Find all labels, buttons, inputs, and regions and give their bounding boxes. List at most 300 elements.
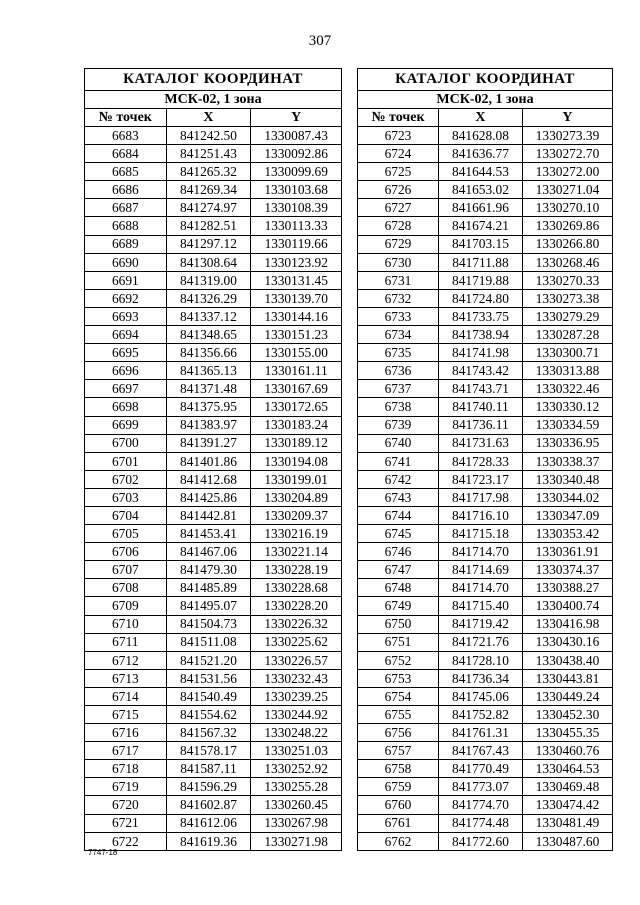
x-coordinate-cell: 841761.31 <box>438 724 522 742</box>
x-coordinate-cell: 841442.81 <box>166 506 251 524</box>
x-coordinate-cell: 841453.41 <box>166 525 251 543</box>
x-coordinate-cell: 841495.07 <box>166 597 251 615</box>
point-number-cell: 6698 <box>85 398 167 416</box>
point-number-cell: 6747 <box>358 561 439 579</box>
table-row <box>358 380 613 398</box>
table-row <box>358 434 613 452</box>
x-coordinate-cell: 841715.18 <box>438 525 522 543</box>
table-title: КАТАЛОГ КООРДИНАТ <box>85 69 342 91</box>
x-coordinate-cell: 841274.97 <box>166 199 251 217</box>
x-coordinate-cell: 841619.36 <box>166 832 251 850</box>
x-coordinate-cell: 841612.06 <box>166 814 251 832</box>
x-coordinate-cell: 841728.33 <box>438 452 522 470</box>
x-coordinate-cell: 841736.34 <box>438 669 522 687</box>
y-coordinate-cell: 1330455.35 <box>522 724 612 742</box>
point-number-cell: 6686 <box>85 181 167 199</box>
x-coordinate-cell: 841356.66 <box>166 344 251 362</box>
x-coordinate-cell: 841714.70 <box>438 579 522 597</box>
table-row <box>358 253 613 271</box>
point-number-cell: 6736 <box>358 362 439 380</box>
y-coordinate-cell: 1330474.42 <box>522 796 612 814</box>
table-row <box>85 633 342 651</box>
table-row <box>85 271 342 289</box>
point-number-cell: 6693 <box>85 307 167 325</box>
table-row <box>358 742 613 760</box>
point-number-cell: 6727 <box>358 199 439 217</box>
y-coordinate-cell: 1330252.92 <box>251 760 342 778</box>
table-row <box>358 470 613 488</box>
y-coordinate-cell: 1330221.14 <box>251 543 342 561</box>
y-coordinate-cell: 1330340.48 <box>522 470 612 488</box>
y-coordinate-cell: 1330452.30 <box>522 706 612 724</box>
x-coordinate-cell: 841412.68 <box>166 470 251 488</box>
table-row <box>85 398 342 416</box>
point-number-cell: 6703 <box>85 488 167 506</box>
point-number-cell: 6737 <box>358 380 439 398</box>
table-row <box>85 597 342 615</box>
y-coordinate-cell: 1330416.98 <box>522 615 612 633</box>
table-row <box>358 615 613 633</box>
y-coordinate-cell: 1330266.80 <box>522 235 612 253</box>
x-coordinate-cell: 841282.51 <box>166 217 251 235</box>
table-row <box>85 344 342 362</box>
table-row <box>358 127 613 145</box>
x-coordinate-cell: 841644.53 <box>438 163 522 181</box>
table-row <box>358 687 613 705</box>
x-coordinate-cell: 841375.95 <box>166 398 251 416</box>
y-coordinate-cell: 1330103.68 <box>251 181 342 199</box>
point-number-cell: 6695 <box>85 344 167 362</box>
y-coordinate-cell: 1330469.48 <box>522 778 612 796</box>
point-number-cell: 6707 <box>85 561 167 579</box>
x-coordinate-cell: 841772.60 <box>438 832 522 850</box>
table-row <box>358 814 613 832</box>
table-row <box>85 253 342 271</box>
table-row <box>358 543 613 561</box>
point-number-cell: 6700 <box>85 434 167 452</box>
point-number-cell: 6734 <box>358 326 439 344</box>
point-number-cell: 6760 <box>358 796 439 814</box>
table-row <box>358 199 613 217</box>
point-number-cell: 6721 <box>85 814 167 832</box>
y-coordinate-cell: 1330228.19 <box>251 561 342 579</box>
table-row <box>358 271 613 289</box>
point-number-cell: 6692 <box>85 289 167 307</box>
x-coordinate-cell: 841265.32 <box>166 163 251 181</box>
y-coordinate-cell: 1330271.98 <box>251 832 342 850</box>
x-coordinate-cell: 841596.29 <box>166 778 251 796</box>
x-coordinate-cell: 841365.13 <box>166 362 251 380</box>
x-coordinate-cell: 841348.65 <box>166 326 251 344</box>
point-number-cell: 6729 <box>358 235 439 253</box>
table-row <box>85 235 342 253</box>
point-number-cell: 6741 <box>358 452 439 470</box>
x-coordinate-cell: 841467.06 <box>166 543 251 561</box>
y-coordinate-cell: 1330199.01 <box>251 470 342 488</box>
y-coordinate-cell: 1330287.28 <box>522 326 612 344</box>
table-row <box>85 543 342 561</box>
y-coordinate-cell: 1330330.12 <box>522 398 612 416</box>
point-number-cell: 6759 <box>358 778 439 796</box>
x-coordinate-cell: 841531.56 <box>166 669 251 687</box>
point-number-cell: 6754 <box>358 687 439 705</box>
point-number-cell: 6714 <box>85 687 167 705</box>
x-coordinate-cell: 841716.10 <box>438 506 522 524</box>
x-coordinate-cell: 841773.07 <box>438 778 522 796</box>
table-row <box>85 488 342 506</box>
y-coordinate-cell: 1330248.22 <box>251 724 342 742</box>
point-number-cell: 6753 <box>358 669 439 687</box>
x-coordinate-cell: 841540.49 <box>166 687 251 705</box>
point-number-cell: 6709 <box>85 597 167 615</box>
table-row <box>358 181 613 199</box>
point-number-cell: 6705 <box>85 525 167 543</box>
table-row <box>85 778 342 796</box>
point-number-cell: 6719 <box>85 778 167 796</box>
x-coordinate-cell: 841770.49 <box>438 760 522 778</box>
table-row <box>85 506 342 524</box>
y-coordinate-cell: 1330108.39 <box>251 199 342 217</box>
point-number-cell: 6739 <box>358 416 439 434</box>
point-number-cell: 6690 <box>85 253 167 271</box>
table-row <box>85 832 342 850</box>
y-coordinate-cell: 1330255.28 <box>251 778 342 796</box>
x-coordinate-cell: 841602.87 <box>166 796 251 814</box>
x-coordinate-cell: 841326.29 <box>166 289 251 307</box>
x-coordinate-cell: 841745.06 <box>438 687 522 705</box>
x-coordinate-cell: 841587.11 <box>166 760 251 778</box>
table-row <box>85 452 342 470</box>
y-coordinate-cell: 1330300.71 <box>522 344 612 362</box>
y-coordinate-cell: 1330092.86 <box>251 145 342 163</box>
y-coordinate-cell: 1330161.11 <box>251 362 342 380</box>
x-coordinate-cell: 841736.11 <box>438 416 522 434</box>
y-coordinate-cell: 1330430.16 <box>522 633 612 651</box>
y-coordinate-cell: 1330260.45 <box>251 796 342 814</box>
table-row <box>85 362 342 380</box>
point-number-cell: 6726 <box>358 181 439 199</box>
y-coordinate-cell: 1330226.57 <box>251 651 342 669</box>
x-coordinate-cell: 841715.40 <box>438 597 522 615</box>
x-coordinate-cell: 841308.64 <box>166 253 251 271</box>
point-number-cell: 6761 <box>358 814 439 832</box>
y-coordinate-cell: 1330344.02 <box>522 488 612 506</box>
y-coordinate-cell: 1330361.91 <box>522 543 612 561</box>
point-number-cell: 6758 <box>358 760 439 778</box>
x-coordinate-cell: 841674.21 <box>438 217 522 235</box>
table-row <box>85 796 342 814</box>
point-number-cell: 6755 <box>358 706 439 724</box>
point-number-cell: 6704 <box>85 506 167 524</box>
y-coordinate-cell: 1330272.00 <box>522 163 612 181</box>
y-coordinate-cell: 1330139.70 <box>251 289 342 307</box>
x-coordinate-cell: 841714.69 <box>438 561 522 579</box>
y-coordinate-cell: 1330251.03 <box>251 742 342 760</box>
table-row <box>358 579 613 597</box>
table-row <box>85 163 342 181</box>
x-coordinate-cell: 841401.86 <box>166 452 251 470</box>
table-row <box>358 561 613 579</box>
point-number-cell: 6720 <box>85 796 167 814</box>
point-number-cell: 6762 <box>358 832 439 850</box>
point-number-cell: 6740 <box>358 434 439 452</box>
x-coordinate-cell: 841738.94 <box>438 326 522 344</box>
point-number-cell: 6746 <box>358 543 439 561</box>
y-coordinate-cell: 1330239.25 <box>251 687 342 705</box>
x-coordinate-cell: 841319.00 <box>166 271 251 289</box>
x-coordinate-cell: 841752.82 <box>438 706 522 724</box>
y-coordinate-cell: 1330272.70 <box>522 145 612 163</box>
y-coordinate-cell: 1330487.60 <box>522 832 612 850</box>
document-code: 7747-18 <box>88 848 118 857</box>
y-coordinate-cell: 1330131.45 <box>251 271 342 289</box>
table-row <box>358 651 613 669</box>
table-row <box>358 597 613 615</box>
x-coordinate-cell: 841391.27 <box>166 434 251 452</box>
point-number-cell: 6731 <box>358 271 439 289</box>
point-number-cell: 6750 <box>358 615 439 633</box>
table-row <box>85 145 342 163</box>
coordinate-system-label: МСК-02, 1 зона <box>358 91 613 109</box>
y-coordinate-cell: 1330273.39 <box>522 127 612 145</box>
table-row <box>85 706 342 724</box>
table-row <box>85 217 342 235</box>
y-coordinate-cell: 1330183.24 <box>251 416 342 434</box>
y-coordinate-cell: 1330113.33 <box>251 217 342 235</box>
table-row <box>358 724 613 742</box>
table-row <box>85 470 342 488</box>
table-row <box>358 488 613 506</box>
y-coordinate-cell: 1330313.88 <box>522 362 612 380</box>
y-coordinate-cell: 1330374.37 <box>522 561 612 579</box>
column-header-point-number: № точек <box>85 109 167 127</box>
table-title: КАТАЛОГ КООРДИНАТ <box>358 69 613 91</box>
y-coordinate-cell: 1330464.53 <box>522 760 612 778</box>
point-number-cell: 6712 <box>85 651 167 669</box>
y-coordinate-cell: 1330269.86 <box>522 217 612 235</box>
y-coordinate-cell: 1330322.46 <box>522 380 612 398</box>
x-coordinate-cell: 841714.70 <box>438 543 522 561</box>
x-coordinate-cell: 841743.71 <box>438 380 522 398</box>
table-row <box>85 814 342 832</box>
coordinate-catalog-table-right <box>357 68 613 851</box>
table-row <box>358 796 613 814</box>
point-number-cell: 6713 <box>85 669 167 687</box>
table-row <box>85 289 342 307</box>
y-coordinate-cell: 1330388.27 <box>522 579 612 597</box>
point-number-cell: 6735 <box>358 344 439 362</box>
point-number-cell: 6748 <box>358 579 439 597</box>
point-number-cell: 6718 <box>85 760 167 778</box>
point-number-cell: 6757 <box>358 742 439 760</box>
y-coordinate-cell: 1330460.76 <box>522 742 612 760</box>
point-number-cell: 6685 <box>85 163 167 181</box>
x-coordinate-cell: 841767.43 <box>438 742 522 760</box>
point-number-cell: 6745 <box>358 525 439 543</box>
point-number-cell: 6752 <box>358 651 439 669</box>
column-header-y: Y <box>251 109 342 127</box>
y-coordinate-cell: 1330189.12 <box>251 434 342 452</box>
y-coordinate-cell: 1330204.89 <box>251 488 342 506</box>
column-header-x: X <box>438 109 522 127</box>
table-row <box>358 706 613 724</box>
point-number-cell: 6701 <box>85 452 167 470</box>
x-coordinate-cell: 841723.17 <box>438 470 522 488</box>
coordinate-catalog-table-left <box>84 68 342 851</box>
y-coordinate-cell: 1330438.40 <box>522 651 612 669</box>
y-coordinate-cell: 1330172.65 <box>251 398 342 416</box>
y-coordinate-cell: 1330228.68 <box>251 579 342 597</box>
y-coordinate-cell: 1330228.20 <box>251 597 342 615</box>
point-number-cell: 6683 <box>85 127 167 145</box>
point-number-cell: 6717 <box>85 742 167 760</box>
table-row <box>85 669 342 687</box>
point-number-cell: 6706 <box>85 543 167 561</box>
x-coordinate-cell: 841711.88 <box>438 253 522 271</box>
point-number-cell: 6724 <box>358 145 439 163</box>
table-row <box>85 615 342 633</box>
x-coordinate-cell: 841567.32 <box>166 724 251 742</box>
table-row <box>358 235 613 253</box>
point-number-cell: 6697 <box>85 380 167 398</box>
point-number-cell: 6716 <box>85 724 167 742</box>
point-number-cell: 6684 <box>85 145 167 163</box>
x-coordinate-cell: 841731.63 <box>438 434 522 452</box>
table-row <box>85 326 342 344</box>
point-number-cell: 6688 <box>85 217 167 235</box>
point-number-cell: 6738 <box>358 398 439 416</box>
point-number-cell: 6744 <box>358 506 439 524</box>
point-number-cell: 6689 <box>85 235 167 253</box>
point-number-cell: 6725 <box>358 163 439 181</box>
x-coordinate-cell: 841554.62 <box>166 706 251 724</box>
y-coordinate-cell: 1330334.59 <box>522 416 612 434</box>
x-coordinate-cell: 841661.96 <box>438 199 522 217</box>
table-row <box>85 525 342 543</box>
table-row <box>85 434 342 452</box>
x-coordinate-cell: 841485.89 <box>166 579 251 597</box>
x-coordinate-cell: 841297.12 <box>166 235 251 253</box>
x-coordinate-cell: 841251.43 <box>166 145 251 163</box>
table-row <box>358 326 613 344</box>
y-coordinate-cell: 1330273.38 <box>522 289 612 307</box>
point-number-cell: 6751 <box>358 633 439 651</box>
x-coordinate-cell: 841717.98 <box>438 488 522 506</box>
table-row <box>85 724 342 742</box>
table-row <box>358 760 613 778</box>
point-number-cell: 6715 <box>85 706 167 724</box>
y-coordinate-cell: 1330270.10 <box>522 199 612 217</box>
y-coordinate-cell: 1330119.66 <box>251 235 342 253</box>
x-coordinate-cell: 841371.48 <box>166 380 251 398</box>
y-coordinate-cell: 1330087.43 <box>251 127 342 145</box>
table-row <box>358 289 613 307</box>
y-coordinate-cell: 1330155.00 <box>251 344 342 362</box>
x-coordinate-cell: 841242.50 <box>166 127 251 145</box>
x-coordinate-cell: 841724.80 <box>438 289 522 307</box>
x-coordinate-cell: 841774.70 <box>438 796 522 814</box>
table-row <box>358 362 613 380</box>
table-row <box>85 199 342 217</box>
x-coordinate-cell: 841721.76 <box>438 633 522 651</box>
table-row <box>358 307 613 325</box>
y-coordinate-cell: 1330271.04 <box>522 181 612 199</box>
y-coordinate-cell: 1330123.92 <box>251 253 342 271</box>
table-row <box>85 651 342 669</box>
y-coordinate-cell: 1330279.29 <box>522 307 612 325</box>
point-number-cell: 6730 <box>358 253 439 271</box>
table-row <box>358 778 613 796</box>
x-coordinate-cell: 841479.30 <box>166 561 251 579</box>
x-coordinate-cell: 841521.20 <box>166 651 251 669</box>
table-row <box>358 344 613 362</box>
point-number-cell: 6710 <box>85 615 167 633</box>
column-header-point-number: № точек <box>358 109 439 127</box>
y-coordinate-cell: 1330226.32 <box>251 615 342 633</box>
y-coordinate-cell: 1330481.49 <box>522 814 612 832</box>
y-coordinate-cell: 1330144.16 <box>251 307 342 325</box>
table-row <box>85 380 342 398</box>
point-number-cell: 6733 <box>358 307 439 325</box>
table-row <box>85 687 342 705</box>
page-number: 307 <box>308 33 332 49</box>
table-row <box>85 579 342 597</box>
point-number-cell: 6696 <box>85 362 167 380</box>
table-row <box>358 832 613 850</box>
y-coordinate-cell: 1330099.69 <box>251 163 342 181</box>
y-coordinate-cell: 1330336.95 <box>522 434 612 452</box>
x-coordinate-cell: 841383.97 <box>166 416 251 434</box>
point-number-cell: 6749 <box>358 597 439 615</box>
x-coordinate-cell: 841740.11 <box>438 398 522 416</box>
point-number-cell: 6691 <box>85 271 167 289</box>
x-coordinate-cell: 841703.15 <box>438 235 522 253</box>
point-number-cell: 6723 <box>358 127 439 145</box>
table-row <box>85 307 342 325</box>
point-number-cell: 6711 <box>85 633 167 651</box>
x-coordinate-cell: 841719.42 <box>438 615 522 633</box>
point-number-cell: 6743 <box>358 488 439 506</box>
point-number-cell: 6742 <box>358 470 439 488</box>
point-number-cell: 6694 <box>85 326 167 344</box>
table-row <box>85 742 342 760</box>
y-coordinate-cell: 1330267.98 <box>251 814 342 832</box>
x-coordinate-cell: 841504.73 <box>166 615 251 633</box>
y-coordinate-cell: 1330268.46 <box>522 253 612 271</box>
y-coordinate-cell: 1330449.24 <box>522 687 612 705</box>
point-number-cell: 6722 <box>85 832 167 850</box>
table-row <box>85 416 342 434</box>
y-coordinate-cell: 1330194.08 <box>251 452 342 470</box>
table-row <box>85 760 342 778</box>
table-row <box>358 163 613 181</box>
table-row <box>358 217 613 235</box>
x-coordinate-cell: 841774.48 <box>438 814 522 832</box>
y-coordinate-cell: 1330151.23 <box>251 326 342 344</box>
y-coordinate-cell: 1330216.19 <box>251 525 342 543</box>
column-header-y: Y <box>522 109 612 127</box>
point-number-cell: 6708 <box>85 579 167 597</box>
y-coordinate-cell: 1330353.42 <box>522 525 612 543</box>
y-coordinate-cell: 1330167.69 <box>251 380 342 398</box>
x-coordinate-cell: 841578.17 <box>166 742 251 760</box>
point-number-cell: 6687 <box>85 199 167 217</box>
y-coordinate-cell: 1330347.09 <box>522 506 612 524</box>
table-row <box>358 506 613 524</box>
point-number-cell: 6699 <box>85 416 167 434</box>
y-coordinate-cell: 1330443.81 <box>522 669 612 687</box>
point-number-cell: 6728 <box>358 217 439 235</box>
